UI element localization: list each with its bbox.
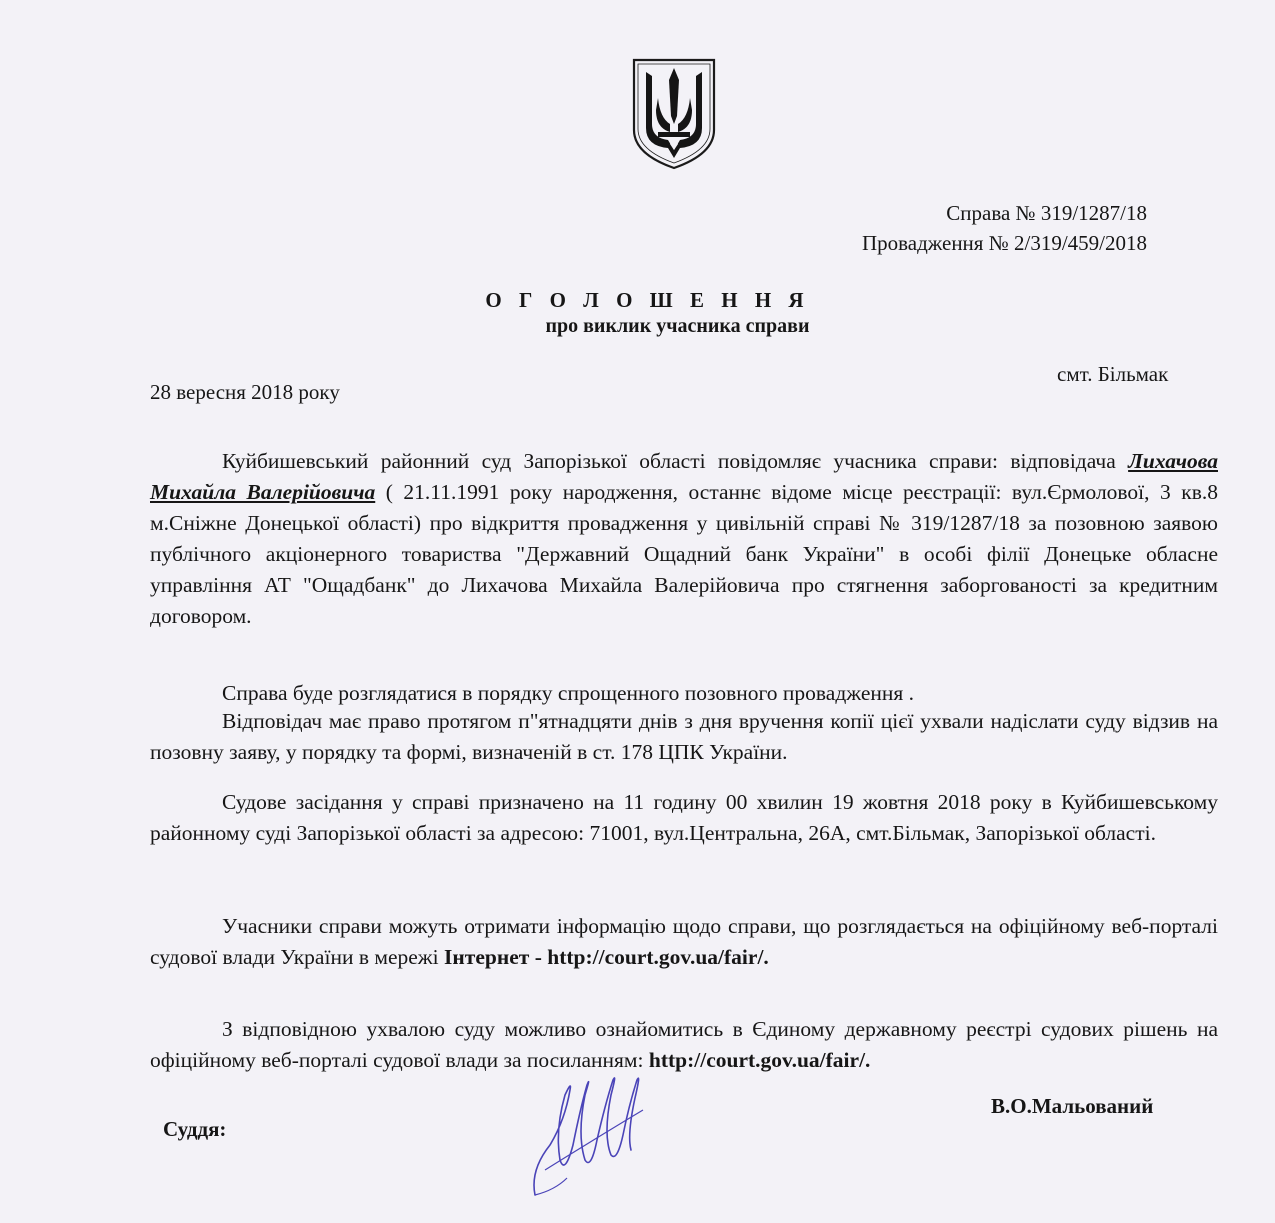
coat-of-arms-emblem (630, 58, 718, 170)
document-date: 28 вересня 2018 року (150, 380, 340, 404)
paragraph-registry (150, 1014, 1218, 1076)
handwritten-signature (525, 1050, 675, 1200)
registry-text: З відповідною ухвалою суду можливо ознайомитись в Єдиному державному реєстрі судових рішень на офіційному веб-порталі судової влади за посиланням: (150, 1017, 1218, 1072)
paragraph-notice (150, 446, 1218, 632)
announcement-title: О Г О Л О Ш Е Н Н Я (485, 288, 810, 312)
paragraph-response-right (150, 706, 1218, 768)
info-portal-text: Учасники справи можуть отримати інформацію щодо справи, що розглядається на офіційному веб-порталі судової влади України в мережі (150, 914, 1218, 969)
registry-link: http://court.gov.ua/fair/. (648, 1048, 871, 1072)
announcement-subtitle: про виклик учасника справи (545, 315, 810, 337)
hearing-text: Судове засідання у справі призначено на 11 годину 00 хвилин 19 жовтня 2018 року в Куйбишевському районному суді Запорізької області за адресою: 71001, вул.Центральна, 26А, смт.Більмак, Запорізької області. (150, 790, 1218, 845)
info-portal-link: Інтернет - http://court.gov.ua/fair/. (444, 945, 769, 969)
case-numbers (862, 198, 1147, 258)
paragraph-notice-intro: Куйбишевський районний суд Запорізької області повідомляє учасника справи: відповідача (222, 449, 1129, 473)
paragraph-notice-rest: ( 21.11.1991 року народження, останнє відоме місце реєстрації: вул.Єрмолової, 3 кв.8 м.Сніжне Донецької області) про відкриття провадження у цивільній справі № 319/1287/18 за позовною заявою публічного акціонерного товариства "Державний Ощадний банк України" в особі філії Донецьке обласне управління АТ "Ощадбанк" до Лихачова Михайла Валерійовича про стягнення заборгованості за кредитним договором. (150, 480, 1218, 628)
paragraph-info-portal (150, 911, 1218, 973)
case-number: Справа № 319/1287/18 (946, 201, 1147, 225)
paragraph-hearing (150, 787, 1218, 849)
paragraph-procedure (150, 678, 1218, 709)
judge-label: Суддя: (163, 1117, 227, 1141)
defendant-name: Лихачова Михайла Валерійовича (150, 449, 1218, 504)
signature-icon (525, 1050, 675, 1200)
trident-icon (630, 58, 718, 170)
response-right-text: Відповідач має право протягом п"ятнадцяти днів з дня вручення копії цієї ухвали надіслати суду відзив на позовну заяву, у порядку та формі, визначеній в ст. 178 ЦПК України. (150, 709, 1218, 764)
judge-name: В.О.Мальований (991, 1094, 1154, 1118)
proceeding-number: Провадження № 2/319/459/2018 (861, 231, 1147, 255)
announcement-heading (0, 287, 1275, 339)
procedure-text: Справа буде розглядатися в порядку спрощенного позовного провадження . (222, 681, 915, 705)
document-place: смт. Більмак (1057, 362, 1169, 386)
